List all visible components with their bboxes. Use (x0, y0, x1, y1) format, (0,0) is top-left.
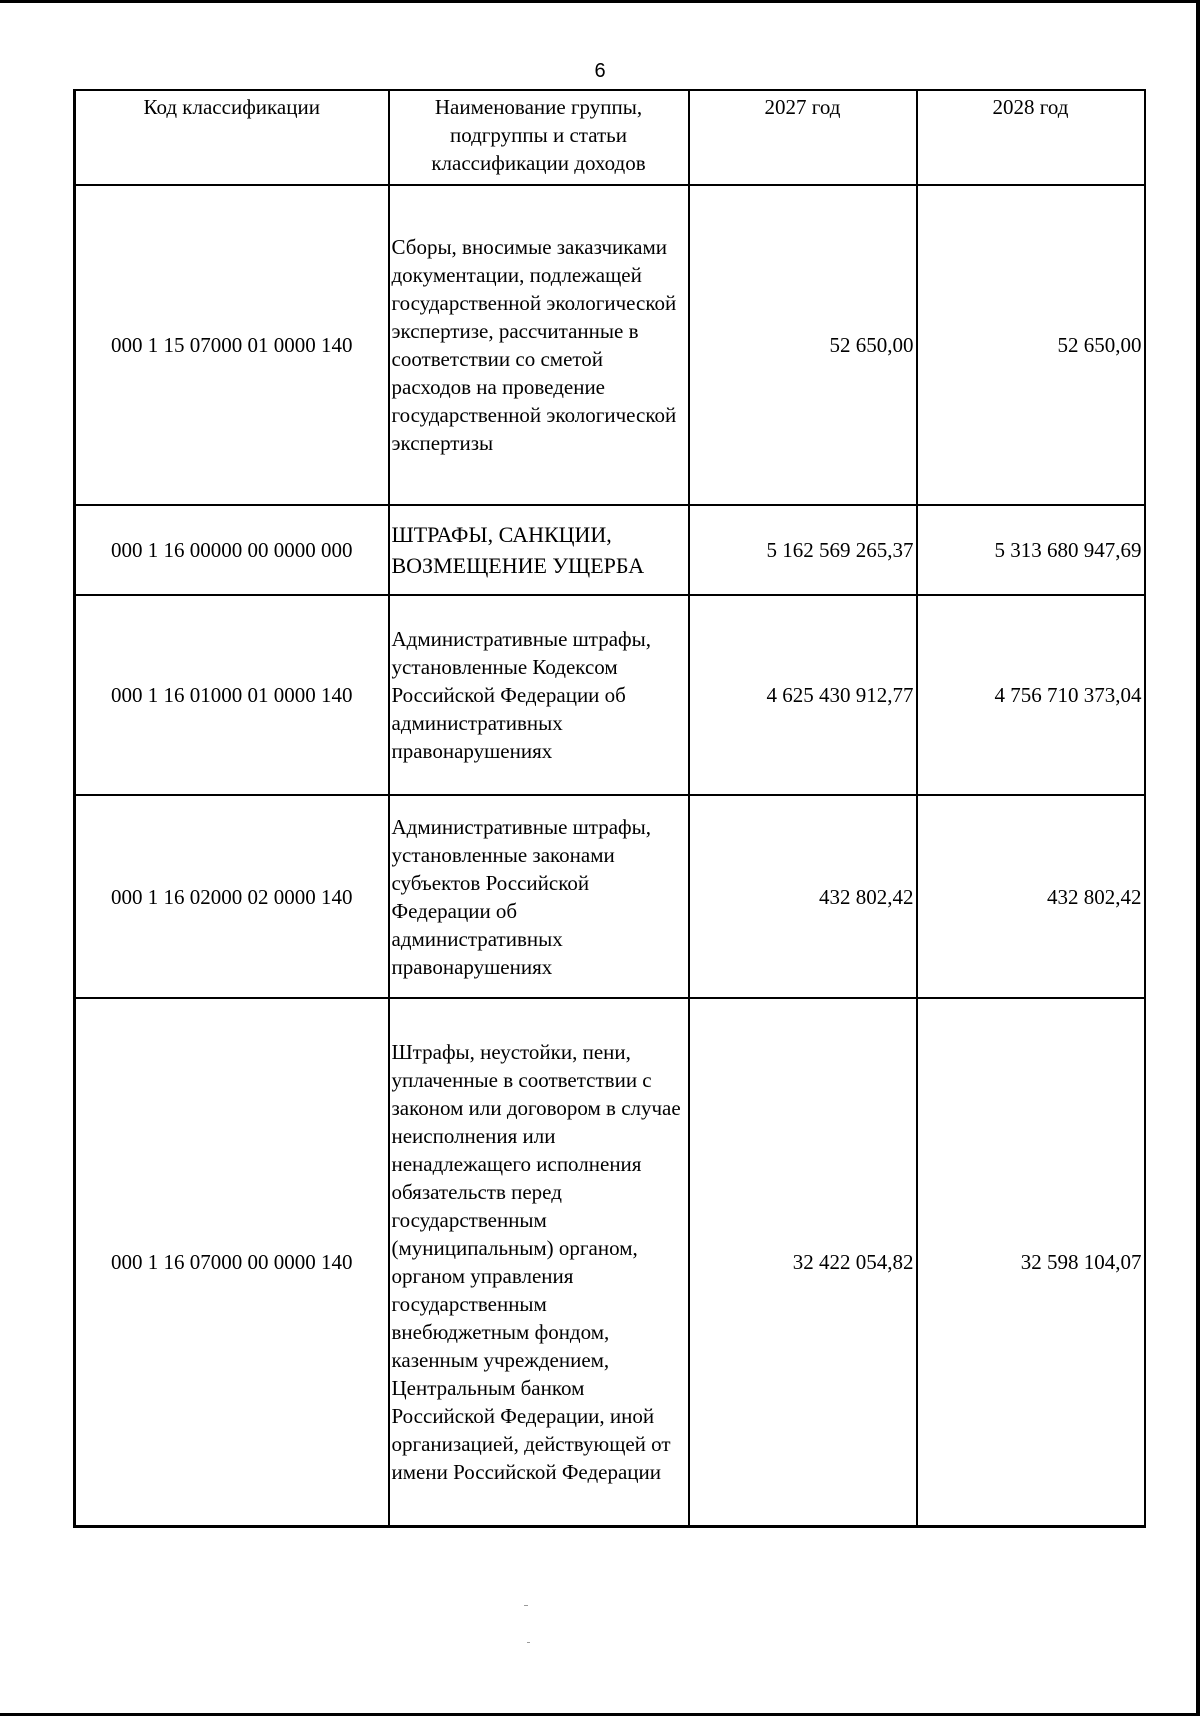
header-2027: 2027 год (689, 90, 917, 185)
header-name: Наименование группы, подгруппы и статьи классификации доходов (389, 90, 689, 185)
amount-2027: 52 650,00 (689, 185, 917, 505)
table-row (75, 998, 1145, 1526)
table-row (75, 595, 1145, 795)
revenue-name: Сборы, вносимые заказчиками документации, подлежащей государственной экологической экспертизе, рассчитанные в соответствии со сметой расходов на проведение государственной экологической экспертизы (389, 185, 689, 505)
header-2028: 2028 год (917, 90, 1145, 185)
amount-2028: 4 756 710 373,04 (917, 595, 1145, 795)
table-row (75, 505, 1145, 595)
table-row (75, 185, 1145, 505)
revenue-name: ШТРАФЫ, САНКЦИИ, ВОЗМЕЩЕНИЕ УЩЕРБА (389, 505, 689, 595)
revenue-name: Административные штрафы, установленные Кодексом Российской Федерации об административных правонарушениях (389, 595, 689, 795)
classification-code: 000 1 16 00000 00 0000 000 (75, 505, 389, 595)
table-row (75, 795, 1145, 998)
amount-2027: 32 422 054,82 (689, 998, 917, 1526)
amount-2027: 432 802,42 (689, 795, 917, 998)
scan-speck (527, 1642, 530, 1643)
revenue-name: Административные штрафы, установленные законами субъектов Российской Федерации об административных правонарушениях (389, 795, 689, 998)
amount-2027: 4 625 430 912,77 (689, 595, 917, 795)
amount-2028: 32 598 104,07 (917, 998, 1145, 1526)
revenue-name: Штрафы, неустойки, пени, уплаченные в соответствии с законом или договором в случае неисполнения или ненадлежащего исполнения обязательств перед государственным (муниципальным) органом, органом управления государственным внебюджетным фондом, казенным учреждением, Центральным банком Российской Федерации, иной организацией, действующей от имени Российской Федерации (389, 998, 689, 1526)
classification-code: 000 1 16 07000 00 0000 140 (75, 998, 389, 1526)
amount-2028: 5 313 680 947,69 (917, 505, 1145, 595)
classification-code: 000 1 16 01000 01 0000 140 (75, 595, 389, 795)
amount-2027: 5 162 569 265,37 (689, 505, 917, 595)
page-number: 6 (594, 60, 606, 82)
table-header-row (75, 90, 1145, 185)
amount-2028: 432 802,42 (917, 795, 1145, 998)
classification-code: 000 1 16 02000 02 0000 140 (75, 795, 389, 998)
header-code: Код классификации (75, 90, 389, 185)
classification-code: 000 1 15 07000 01 0000 140 (75, 185, 389, 505)
scan-speck (524, 1605, 528, 1606)
amount-2028: 52 650,00 (917, 185, 1145, 505)
revenue-table (73, 89, 1146, 1528)
